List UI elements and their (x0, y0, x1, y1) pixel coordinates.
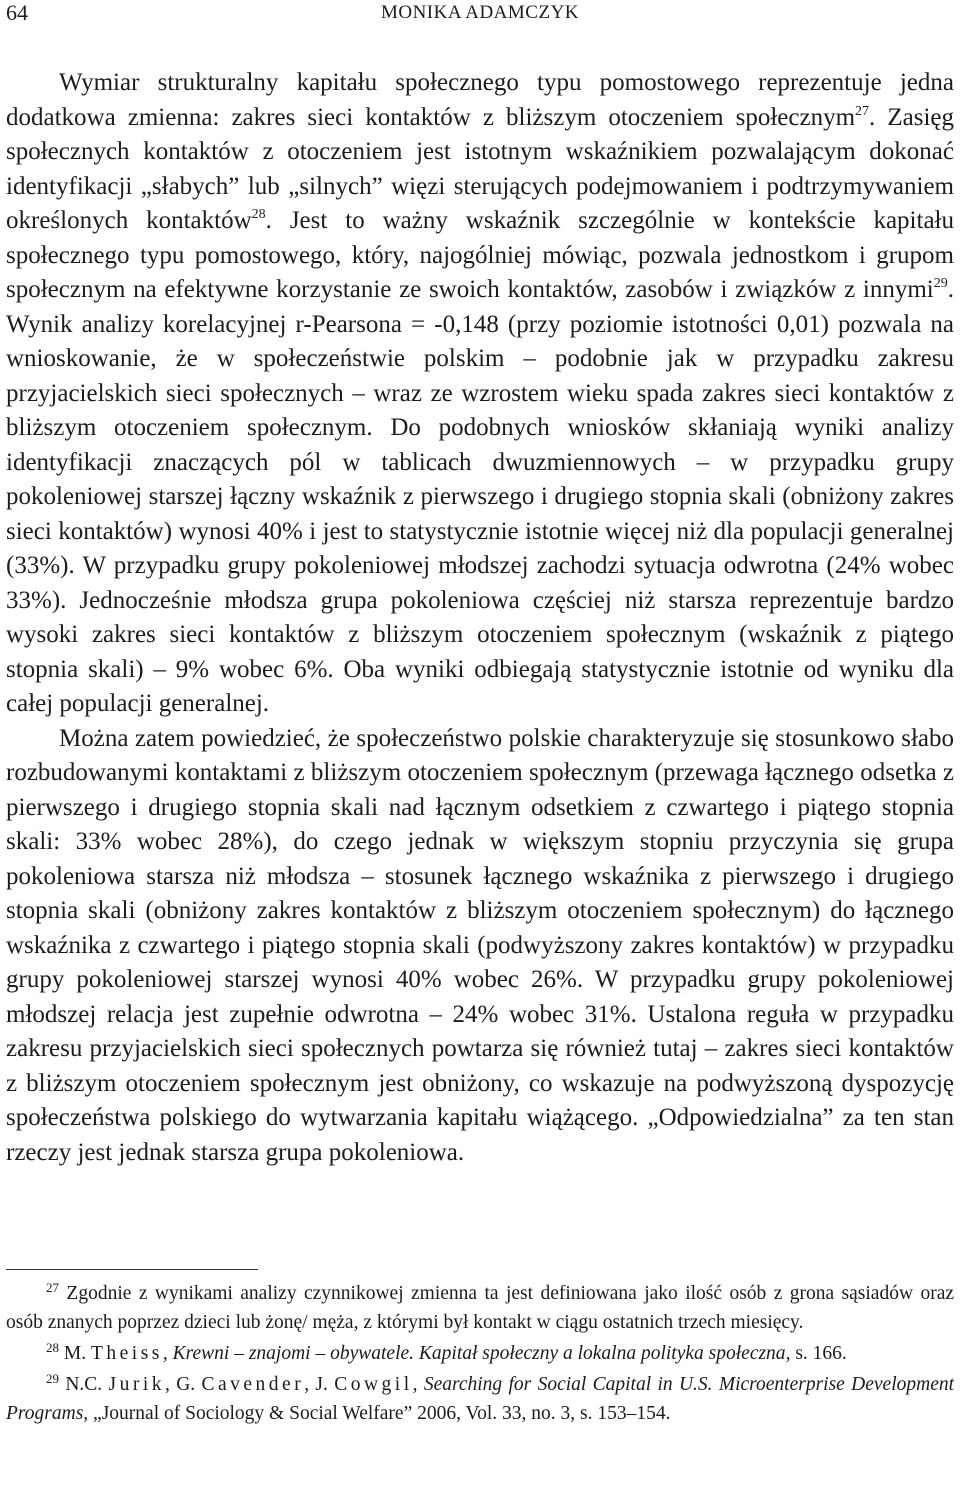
footnote-28-initial: M. (63, 1343, 91, 1364)
footnote-29-author-2: Cavender (201, 1374, 305, 1395)
main-text (6, 66, 954, 1170)
footnote-28-number: 28 (46, 1340, 59, 1355)
footnote-29-separator: , (412, 1374, 424, 1395)
paragraph-2: Można zatem powiedzieć, że społeczeństwo polskie charakteryzuje się stosunkowo słabo rozbudowanymi kontaktami z bliższym otoczeniem społecznym (przewaga łącznego odsetka z pierwszego i drugiego stopnia skali nad łącznym odsetkiem z czwartego i piątego stopnia skali: 33% wobec 28%), do czego jednak w większym stopniu przyczynia się grupa pokoleniowa starsza niż młodsza – stosunek łącznego wskaźnika z pierwszego i drugiego stopnia skali (obniżony zakres kontaktów z bliższym otoczeniem społecznym) do łącznego wskaźnika z czwartego i piątego stopnia skali (podwyższony zakres kontaktów) w przypadku grupy pokoleniowej starszej wynosi 40% wobec 26%. W przypadku grupy pokoleniowej młodszej relacja jest zupełnie odwrotna – 24% wobec 31%. Ustalona reguła w przypadku zakresu przyjacielskich sieci społecznych powtarza się również tutaj – zakres sieci kontaktów z bliższym otoczeniem społecznym jest obniżony, co wskazuje na podwyższoną dyspozycję społeczeństwa polskiego do wytwarzania kapitału wiążącego. „Odpowiedzialna” za ten stan rzeczy jest jednak starsza grupa pokoleniowa. (6, 724, 954, 1166)
footnote-ref-27[interactable]: 27 (855, 103, 870, 119)
paragraph-1-text-a: Wymiar strukturalny kapitału społecznego typu pomostowego reprezentuje jedna dodatkowa zmienna: zakres sieci kontaktów z bliższym otoczeniem społecznym (6, 69, 954, 131)
footnote-28-separator: , (162, 1343, 173, 1364)
footnote-27-text: Zgodnie z wynikami analizy czynnikowej zmienna ta jest definiowana jako ilość osób z grona sąsiadów oraz osób znanych poprzez dzieci lub żonę/ męża, z którymi był kontakt w ciągu ostatnich trzech miesięcy. (6, 1283, 955, 1333)
footnote-29-initial-1: N.C. (65, 1374, 109, 1395)
footnote-28 (6, 1339, 954, 1368)
paragraph-1-text-d: . Wynik analizy korelacyjnej r-Pearsona = -0,148 (przy poziomie istotności 0,01) pozwala na wnioskowanie, że w społeczeństwie polskim – podobnie jak w przypadku zakresu przyjacielskich sieci społecznych – wraz ze wzrostem wieku spada zakres sieci kontaktów z bliższym otoczeniem społecznym. Do podobnych wniosków skłaniają wyniki analizy identyfikacji znaczących pól w tablicach dwuzmiennowych – w przypadku grupy pokoleniowej starszej łączny wskaźnik z pierwszego i drugiego stopnia skali (obniżony zakres sieci kontaktów) wynosi 40% i jest to statystycznie istotnie więcej niż dla populacji generalnej (33%). W przypadku grupy pokoleniowej młodszej zachodzi sytuacja odwrotna (24% wobec 33%). Jednocześnie młodsza grupa pokoleniowa częściej niż starsza reprezentuje bardzo wysoki zakres sieci kontaktów z bliższym otoczeniem społecznym (wskaźnik z piątego stopnia skali) – 9% wobec 6%. Oba wyniki odbiegają statystycznie istotnie od wyniku dla całej populacji generalnej. (6, 276, 954, 717)
paragraph-1 (6, 66, 954, 722)
footnote-29-title: Searching for Social Capital in U.S. Microenterprise Development Programs (6, 1374, 955, 1424)
footnote-ref-28[interactable]: 28 (251, 207, 266, 222)
footnote-27-number: 27 (46, 1280, 59, 1295)
footnote-29 (6, 1370, 954, 1428)
footnote-separator (6, 1269, 258, 1270)
running-header (6, 0, 954, 26)
footnote-29-number: 29 (46, 1371, 59, 1386)
footnote-29-author-1: Jurik (108, 1374, 165, 1395)
footnotes (6, 1279, 954, 1430)
footnote-27 (6, 1279, 954, 1337)
footnote-28-title: Krewni – znajomi – obywatele. Kapitał społeczny a lokalna polityka społeczna (172, 1343, 786, 1364)
footnote-29-author-3: Cowgil (334, 1374, 413, 1395)
footnote-29-rest: , „Journal of Sociology & Social Welfare” 2006, Vol. 33, no. 3, s. 153–154. (83, 1403, 671, 1424)
footnote-28-author: Theiss (90, 1343, 163, 1364)
footnote-28-rest: , s. 166. (785, 1343, 847, 1364)
running-head-author: MONIKA ADAMCZYK (380, 2, 580, 23)
footnote-ref-29[interactable]: 29 (933, 276, 948, 291)
paragraph-1-text-b: . Zasięg społecznych kontaktów z otoczeniem jest istotnym wskaźnikiem pozwalającym dokonać identyfikacji „słabych” lub „silnych” więzi sterujących podejmowaniem i podtrzymywaniem określonych kontaktów (6, 103, 954, 234)
page-number: 64 (6, 0, 28, 25)
paragraph-1-text-c: . Jest to ważny wskaźnik szczególnie w kontekście kapitału społecznego typu pomostowego, który, najogólniej mówiąc, pozwala jednostkom i grupom społecznym na efektywne korzystanie ze swoich kontaktów, zasobów i związków z innymi (6, 207, 954, 303)
footnote-29-initial-2: , G. (165, 1374, 202, 1395)
footnote-29-initial-3: , J. (304, 1374, 335, 1395)
